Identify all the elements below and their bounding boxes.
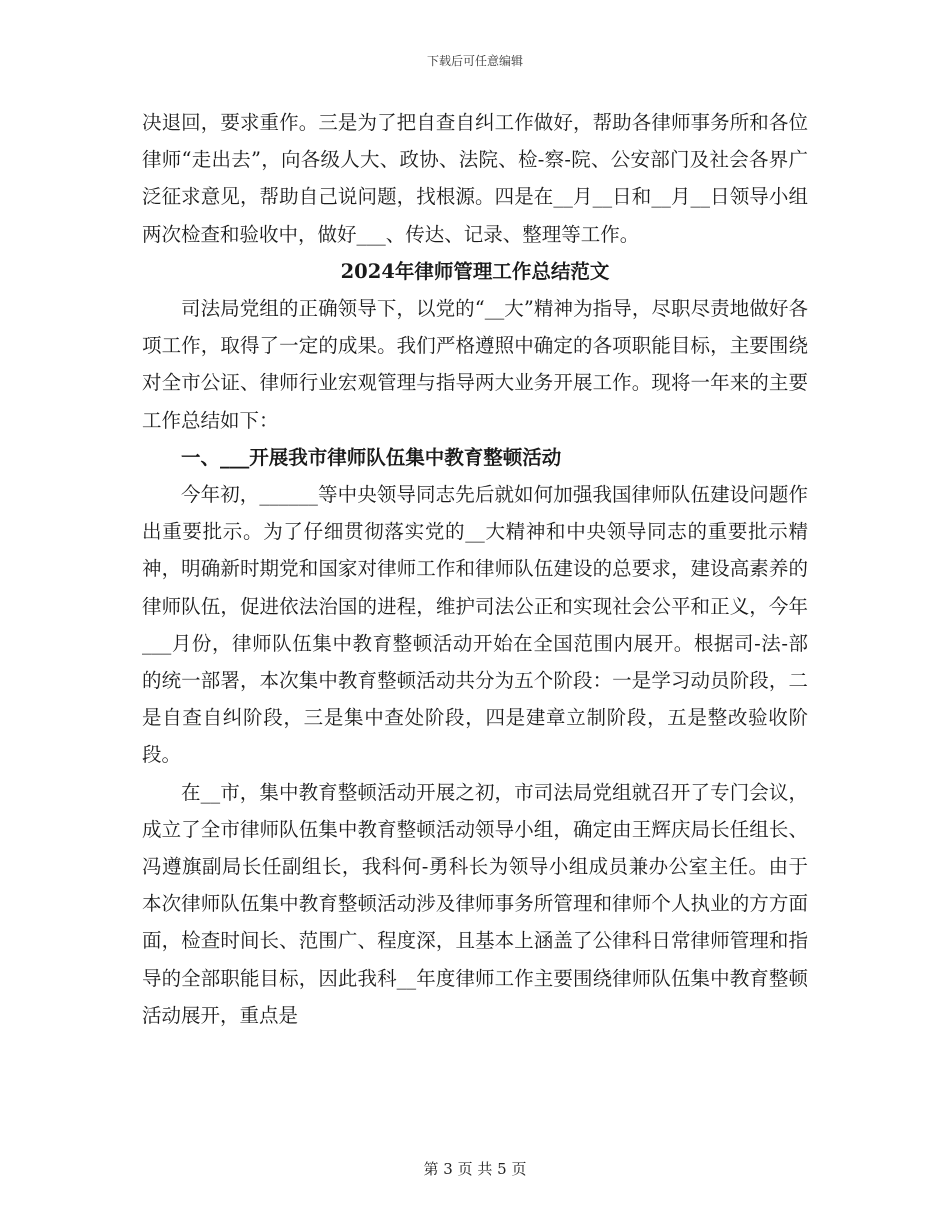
page-header: 下载后可任意编辑 [426, 54, 523, 68]
section-heading-1: 一、___开展我市律师队伍集中教育整顿活动 [181, 445, 562, 469]
document-title: 2024年律师管理工作总结范文 [340, 259, 610, 283]
page-number: 第 3 页 共 5 页 [423, 1160, 527, 1178]
document-body [142, 104, 808, 1034]
paragraph-intro: 司法局党组的正确领导下，以党的“__大”精神为指导，尽职尽责地做好各项工作，取得了一定的成果。我们严格遵照中确定的各项职能目标，主要围绕对全市公证、律师行业宏观管理与指导两大业务开展工作。现将一年来的主要工作总结如下： [142, 297, 808, 432]
paragraph-section-1a: 今年初，______等中央领导同志先后就如何加强我国律师队伍建设问题作出重要批示。为了仔细贯彻落实党的__大精神和中央领导同志的重要批示精神，明确新时期党和国家对律师工作和律师队伍建设的总要求，建设高素养的律师队伍，促进依法治国的进程，维护司法公正和实现社会公平和正义，今年___月份，律师队伍集中教育整顿活动开始在全国范围内展开。根据司-法-部的统一部署，本次集中教育整顿活动共分为五个阶段：一是学习动员阶段，二是自查自纠阶段，三是集中查处阶段，四是建章立制阶段，五是整改验收阶段。 [142, 483, 808, 767]
paragraph-continued: 决退回，要求重作。三是为了把自查自纠工作做好，帮助各律师事务所和各位律师“走出去”，向各级人大、政协、法院、检-察-院、公安部门及社会各界广泛征求意见，帮助自己说问题，找根源。四是在__月__日和__月__日领导小组两次检查和验收中，做好___、传达、记录、整理等工作。 [142, 111, 808, 246]
paragraph-section-1b: 在__市，集中教育整顿活动开展之初，市司法局党组就召开了专门会议，成立了全市律师队伍集中教育整顿活动领导小组，确定由王辉庆局长任组长、冯遵旗副局长任副组长，我科何-勇科长为领导小组成员兼办公室主任。由于本次律师队伍集中教育整顿活动涉及律师事务所管理和律师个人执业的方方面面，检查时间长、范围广、程度深，且基本上涵盖了公律科日常律师管理和指导的全部职能目标，因此我科__年度律师工作主要围绕律师队伍集中教育整顿活动展开，重点是 [142, 780, 808, 1027]
